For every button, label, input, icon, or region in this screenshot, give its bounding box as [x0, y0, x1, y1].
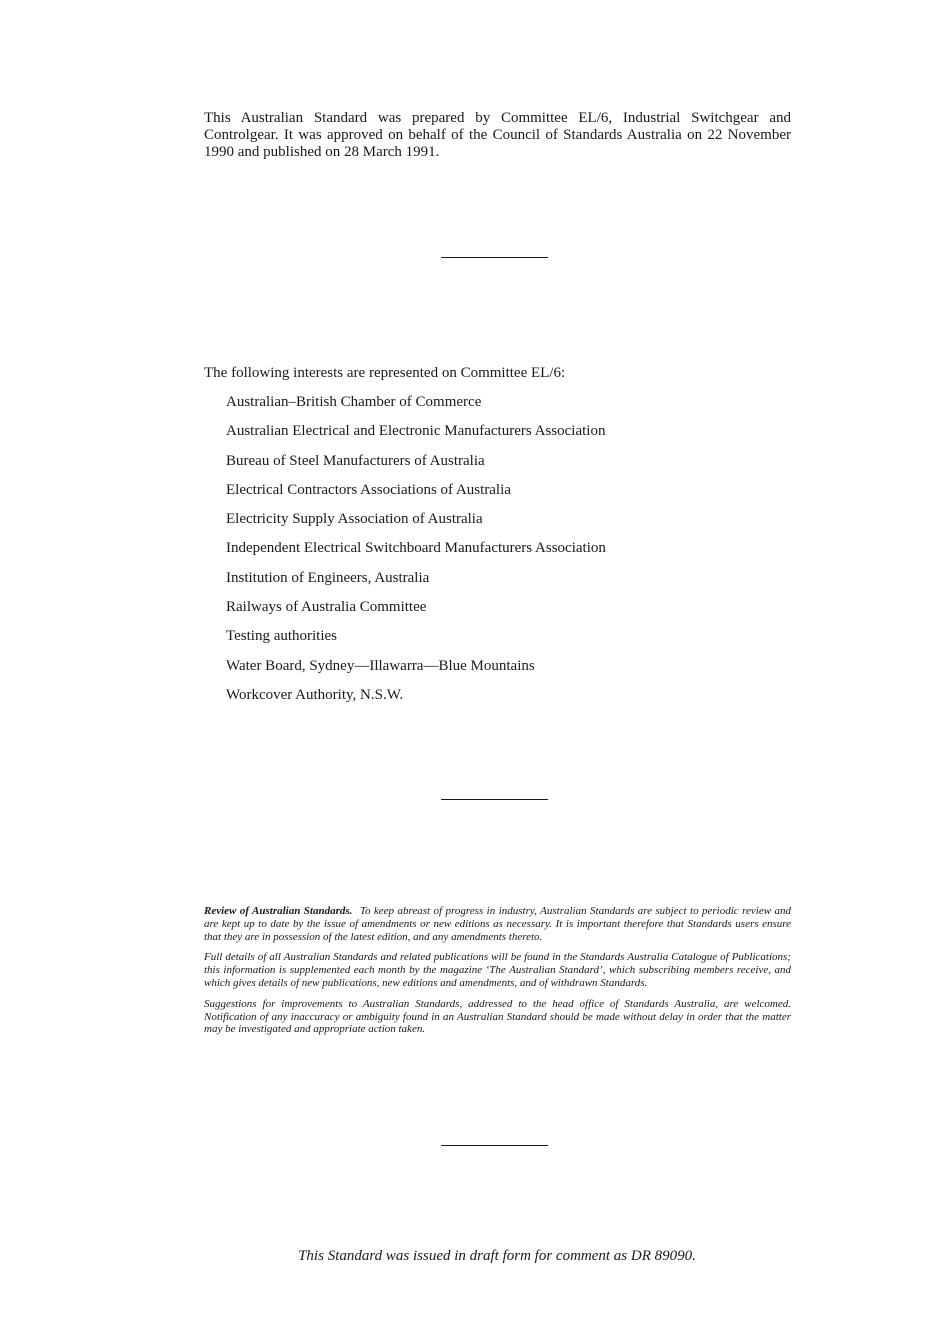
list-item: Independent Electrical Switchboard Manufacturers Association — [226, 540, 606, 557]
review-note — [204, 905, 791, 943]
committee-intro-paragraph: This Australian Standard was prepared by Committee EL/6, Industrial Switchgear and Controlgear. It was approved on behalf of the Council of Standards Australia on 22 November 1990 and published on 28 March 1991. — [204, 110, 791, 160]
section-divider — [441, 1145, 548, 1146]
list-item: Australian Electrical and Electronic Manufacturers Association — [226, 423, 606, 440]
interests-heading: The following interests are represented on Committee EL/6: — [204, 365, 566, 381]
section-divider — [441, 257, 548, 258]
interests-list — [204, 392, 791, 705]
list-item: Electrical Contractors Associations of Australia — [226, 481, 511, 498]
review-note-lead: Review of Australian Standards. — [204, 905, 353, 917]
details-note: Full details of all Australian Standards and related publications will be found in the Standards Australia Catalogue of Publications; this information is supplemented each month by the magazine ‘The Australian Standard’, which subscribing members receive, and which gives details of new publications, new editions and amendments, and of withdrawn Standards. — [204, 951, 791, 989]
list-item: Workcover Authority, N.S.W. — [226, 686, 404, 703]
list-item: Institution of Engineers, Australia — [226, 569, 430, 586]
draft-issue-note: This Standard was issued in draft form for comment as DR 89090. — [298, 1248, 696, 1264]
standards-notes — [204, 905, 791, 1044]
list-item: Bureau of Steel Manufacturers of Australia — [226, 452, 485, 469]
review-note-text: To keep abreast of progress in industry, Australian Standards are subject to periodic review and are kept up to date by the issue of amendments or new editions as necessary. It is important therefore that Standards users ensure that they are in possession of the latest edition, and any amendments thereto. — [204, 905, 791, 943]
list-item: Electricity Supply Association of Australia — [226, 511, 483, 528]
committee-interests-section — [204, 363, 791, 714]
suggestions-note: Suggestions for improvements to Australian Standards, addressed to the head office of Standards Australia, are welcomed. Notification of any inaccuracy or ambiguity found in an Australian Standard should be made without delay in order that the matter may be investigated and appropriate action taken. — [204, 997, 791, 1036]
list-item: Testing authorities — [226, 628, 338, 645]
list-item: Australian–British Chamber of Commerce — [226, 394, 482, 410]
section-divider — [441, 799, 548, 800]
list-item: Railways of Australia Committee — [226, 599, 427, 616]
list-item: Water Board, Sydney—Illawarra—Blue Mountains — [226, 657, 535, 674]
